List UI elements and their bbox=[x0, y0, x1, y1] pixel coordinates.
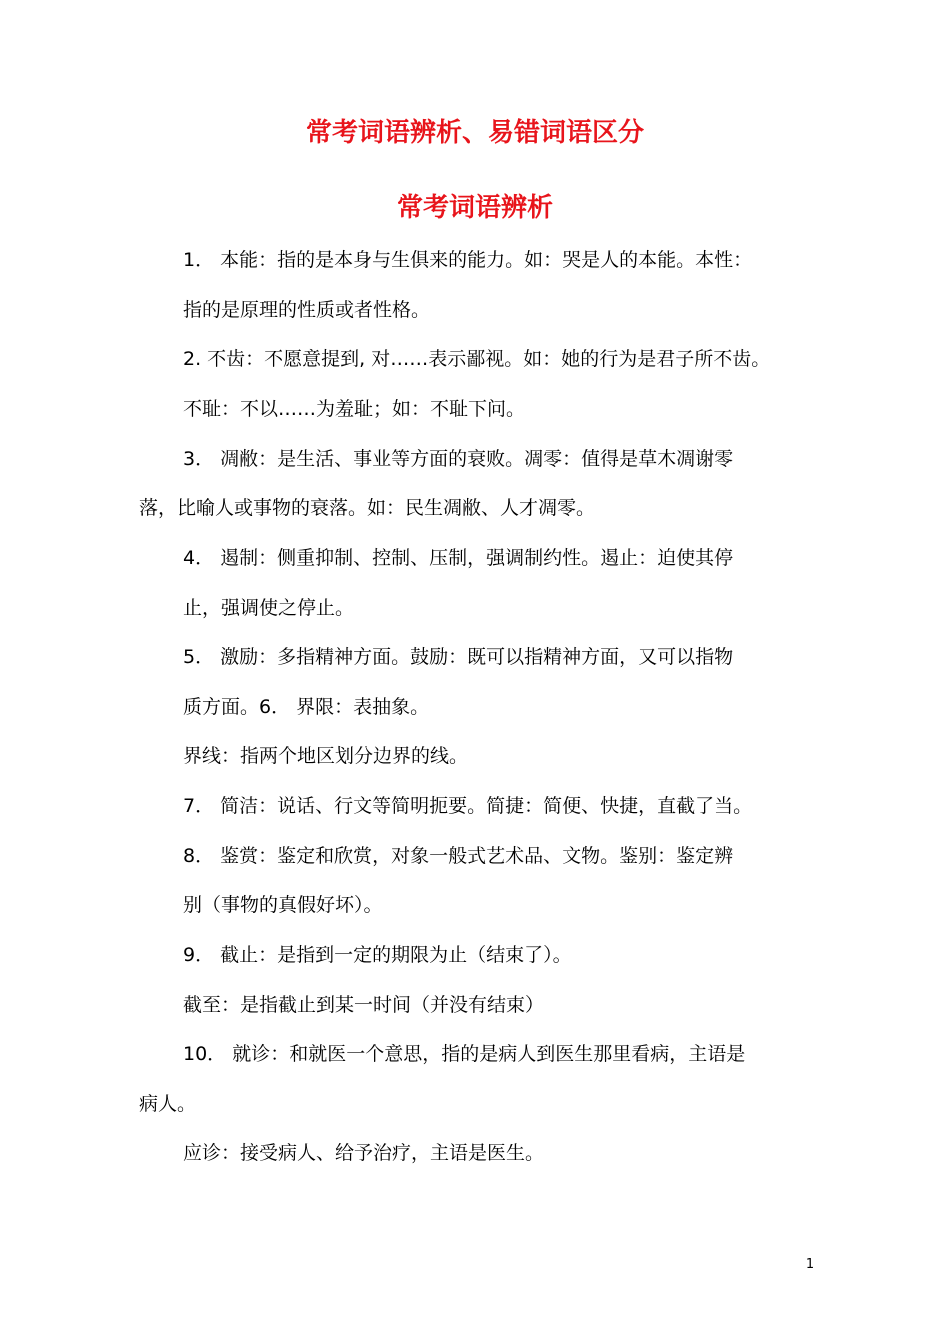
text-line: 不耻：不以……为羞耻；如：不耻下问。 bbox=[183, 398, 526, 420]
text-line: 2. 不齿：不愿意提到, 对……表示鄙视。如：她的行为是君子所不齿。 bbox=[183, 348, 771, 370]
text-line: 界线：指两个地区划分边界的线。 bbox=[183, 745, 469, 767]
text-line: 落，比喻人或事物的衰落。如：民生凋敝、人才凋零。 bbox=[139, 497, 596, 519]
text-line: 8． 鉴赏：鉴定和欣赏，对象一般式艺术品、文物。鉴别：鉴定辨 bbox=[183, 845, 734, 867]
text-line: 止，强调使之停止。 bbox=[183, 597, 355, 619]
text-line: 病人。 bbox=[139, 1093, 197, 1115]
section-title: 常考词语辨析 bbox=[396, 193, 553, 223]
page-number: 1 bbox=[805, 1257, 815, 1272]
text-line: 5． 激励：多指精神方面。鼓励：既可以指精神方面，又可以指物 bbox=[183, 646, 734, 668]
text-line: 10． 就诊：和就医一个意思，指的是病人到医生那里看病，主语是 bbox=[183, 1043, 746, 1065]
text-line: 1． 本能：指的是本身与生俱来的能力。如：哭是人的本能。本性： bbox=[183, 249, 753, 271]
text-line: 别（事物的真假好坏）。 bbox=[183, 894, 383, 916]
text-line: 截至：是指截止到某一时间（并没有结束） bbox=[183, 994, 545, 1016]
text-line: 指的是原理的性质或者性格。 bbox=[183, 299, 431, 321]
document-title: 常考词语辨析、易错词语区分 bbox=[305, 118, 644, 148]
text-line: 应诊：接受病人、给予治疗，主语是医生。 bbox=[183, 1142, 545, 1164]
text-line: 质方面。6． 界限：表抽象。 bbox=[183, 696, 430, 718]
text-line: 3． 凋敝：是生活、事业等方面的衰败。凋零：值得是草木凋谢零 bbox=[183, 448, 734, 470]
text-line: 7． 简洁：说话、行文等简明扼要。简捷：简便、快捷，直截了当。 bbox=[183, 795, 753, 817]
text-line: 4． 遏制：侧重抑制、控制、压制，强调制约性。遏止：迫使其停 bbox=[183, 547, 734, 569]
text-line: 9． 截止：是指到一定的期限为止（结束了）。 bbox=[183, 944, 572, 966]
